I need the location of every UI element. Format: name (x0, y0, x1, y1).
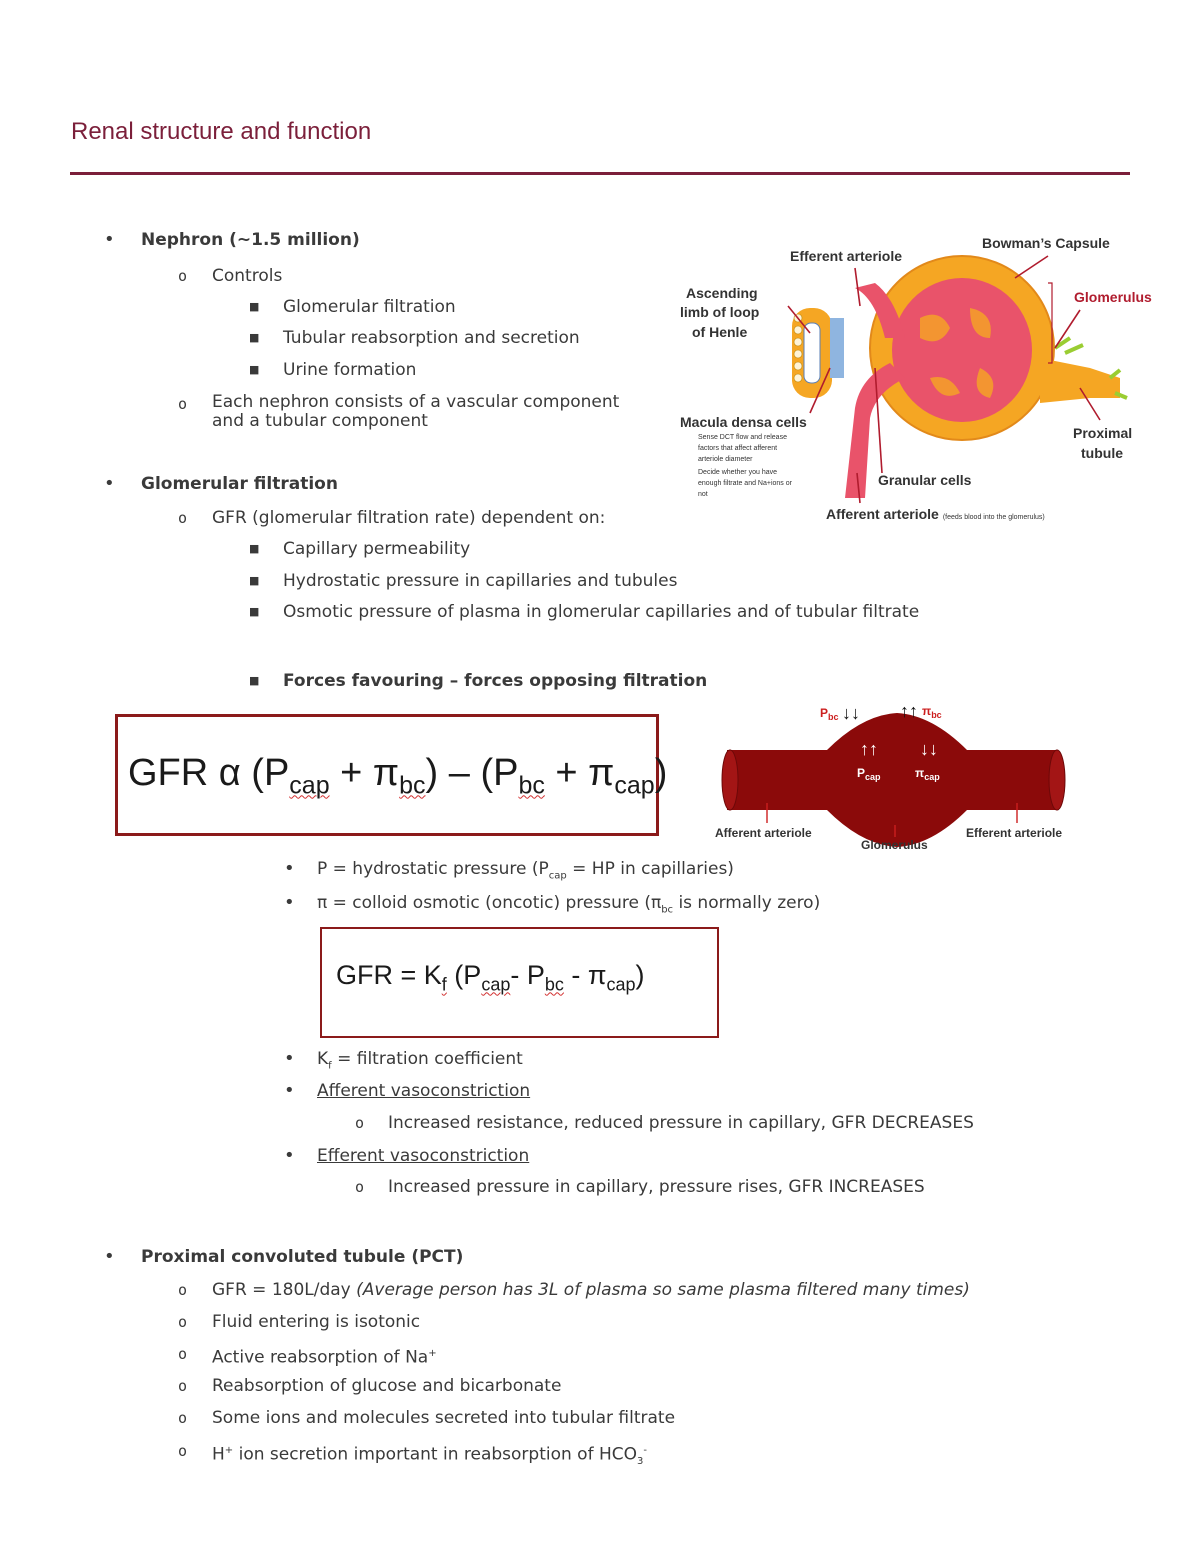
controls-item: Tubular reabsorption and secretion (283, 328, 580, 348)
arrows-down-outer: ↓↓ (842, 703, 860, 723)
label-proximal-2: tubule (1081, 445, 1123, 461)
label-afferent-arteriole: Afferent arteriole (715, 826, 812, 840)
controls-label: Controls (212, 266, 283, 286)
nephron-heading: Nephron (~1.5 million) (141, 230, 360, 250)
afferent-effect: Increased resistance, reduced pressure in capillary, GFR DECREASES (388, 1113, 974, 1133)
efferent-vasoconstriction-heading: Efferent vasoconstriction (317, 1146, 530, 1166)
label-granular-cells: Granular cells (878, 472, 972, 488)
proximal-tubule-shape (1040, 358, 1120, 403)
bullet-o: o (178, 1377, 188, 1395)
kf-definition: $K_f$ = filtration coefficient (317, 1049, 523, 1072)
bullet-square: ■ (249, 300, 260, 313)
arrows-down-inner: ↓↓ (920, 739, 938, 759)
vessel-right-end (1049, 750, 1065, 810)
bullet-square: ■ (249, 542, 260, 555)
label-afferent-arteriole: Afferent arteriole (feeds blood into the glomerulus) (826, 506, 1045, 522)
bullet-square: ■ (249, 331, 260, 344)
bullet-o: o (178, 267, 188, 285)
label-pi-bc: $\pi_{bc}$ (922, 704, 942, 720)
label-ascending-1: Ascending (686, 285, 758, 301)
macula-note: not (698, 491, 708, 498)
components-text (212, 393, 619, 431)
label-bowmans-capsule: Bowman’s Capsule (982, 235, 1110, 251)
arrows-up-inner: ↑↑ (860, 739, 878, 759)
bullet-square: ■ (249, 605, 260, 618)
label-p-cap: $P_{cap}$ (857, 766, 881, 782)
gfr-factor: Osmotic pressure of plasma in glomerular capillaries and of tubular filtrate (283, 602, 920, 622)
label-glomerulus: Glomerulus (1074, 289, 1152, 305)
pi-definition: π = colloid osmotic (oncotic) pressure ($\pi_{bc}$ is normally zero) (317, 893, 821, 916)
label-proximal-1: Proximal (1073, 425, 1133, 441)
p-definition: P = hydrostatic pressure ($P_{cap}$ = HP in capillaries) (317, 859, 734, 882)
macula-note: Decide whether you have (698, 469, 777, 476)
bullet-dot: • (284, 858, 295, 879)
bullet-square: ■ (249, 674, 260, 687)
label-glomerulus: Glomerulus (861, 838, 928, 852)
bullet-square: ■ (249, 574, 260, 587)
bullet-o: o (178, 1409, 188, 1427)
gfr-factor: Hydrostatic pressure in capillaries and tubules (283, 571, 678, 591)
bullet-dot: • (104, 473, 115, 494)
nephron-diagram (670, 228, 1170, 528)
bullet-o: o (178, 395, 188, 413)
pct-na-reabsorption: Active reabsorption of Na+ (212, 1347, 437, 1368)
page-title: Renal structure and function (71, 118, 372, 145)
bullet-o: o (178, 1313, 188, 1331)
bullet-dot: • (104, 229, 115, 250)
bullet-dot: • (104, 1246, 115, 1267)
arrows-up-outer: ↑↑ (900, 701, 918, 721)
macula-note: factors that affect afferent (698, 445, 778, 452)
pct-isotonic: Fluid entering is isotonic (212, 1312, 421, 1332)
controls-item: Urine formation (283, 360, 417, 380)
label-efferent-arteriole: Efferent arteriole (790, 248, 903, 264)
bullet-dot: • (284, 1048, 295, 1069)
bullet-o: o (355, 1178, 365, 1196)
bullet-square: ■ (249, 363, 260, 376)
vessel-left-end (722, 750, 738, 810)
label-efferent-arteriole: Efferent arteriole (966, 826, 1063, 840)
bullet-o: o (178, 1281, 188, 1299)
macula-note: arteriole diameter (698, 456, 753, 463)
glomerular-vessel-diagram (712, 695, 1082, 860)
bullet-o: o (355, 1114, 365, 1132)
glomerular-heading: Glomerular filtration (141, 474, 338, 494)
components-line-2: and a tubular component (212, 411, 428, 431)
bullet-o: o (178, 1345, 188, 1363)
gfr-proportional-equation: GFR α $(P_{cap} + \pi_{bc}) - (P_{bc} + \pi_{cap})$ (128, 752, 668, 800)
macula-note: Sense DCT flow and release (698, 434, 787, 441)
label-pi-cap: $\pi_{cap}$ (915, 766, 940, 782)
bullet-o: o (178, 509, 188, 527)
forces-heading: Forces favouring – forces opposing filtration (283, 671, 708, 691)
pct-h-secretion: H+ ion secretion important in reabsorption of $HCO_3^-$ (212, 1444, 647, 1468)
macula-note: enough filtrate and Na+ions or (698, 480, 792, 487)
pct-heading: Proximal convoluted tubule (PCT) (141, 1247, 464, 1267)
label-p-bc: $P_{bc}$ (820, 706, 839, 722)
afferent-vasoconstriction-heading: Afferent vasoconstriction (317, 1081, 531, 1101)
gfr-dependent: GFR (glomerular filtration rate) dependent on: (212, 508, 606, 528)
components-line-1: Each nephron consists of a vascular component (212, 392, 620, 412)
pct-glucose: Reabsorption of glucose and bicarbonate (212, 1376, 562, 1396)
efferent-effect: Increased pressure in capillary, pressure rises, GFR INCREASES (388, 1177, 925, 1197)
gfr-factor: Capillary permeability (283, 539, 471, 559)
bullet-o: o (178, 1442, 188, 1460)
glomerulus-shape (892, 278, 1032, 422)
label-ascending-3: of Henle (692, 324, 748, 340)
controls-item: Glomerular filtration (283, 297, 456, 317)
bullet-dot: • (284, 892, 295, 913)
pct-gfr: GFR = 180L/day (Average person has 3L of plasma so same plasma filtered many times) (212, 1280, 970, 1300)
label-macula-densa: Macula densa cells (680, 414, 807, 430)
title-divider (70, 172, 1130, 175)
bullet-dot: • (284, 1145, 295, 1166)
gfr-kf-equation: GFR = $K_f$ ($P_{cap}-$ $P_{bc} - \pi_{cap}$) (336, 960, 645, 995)
bullet-dot: • (284, 1080, 295, 1101)
label-ascending-2: limb of loop (680, 304, 760, 320)
pct-secreted: Some ions and molecules secreted into tubular filtrate (212, 1408, 676, 1428)
